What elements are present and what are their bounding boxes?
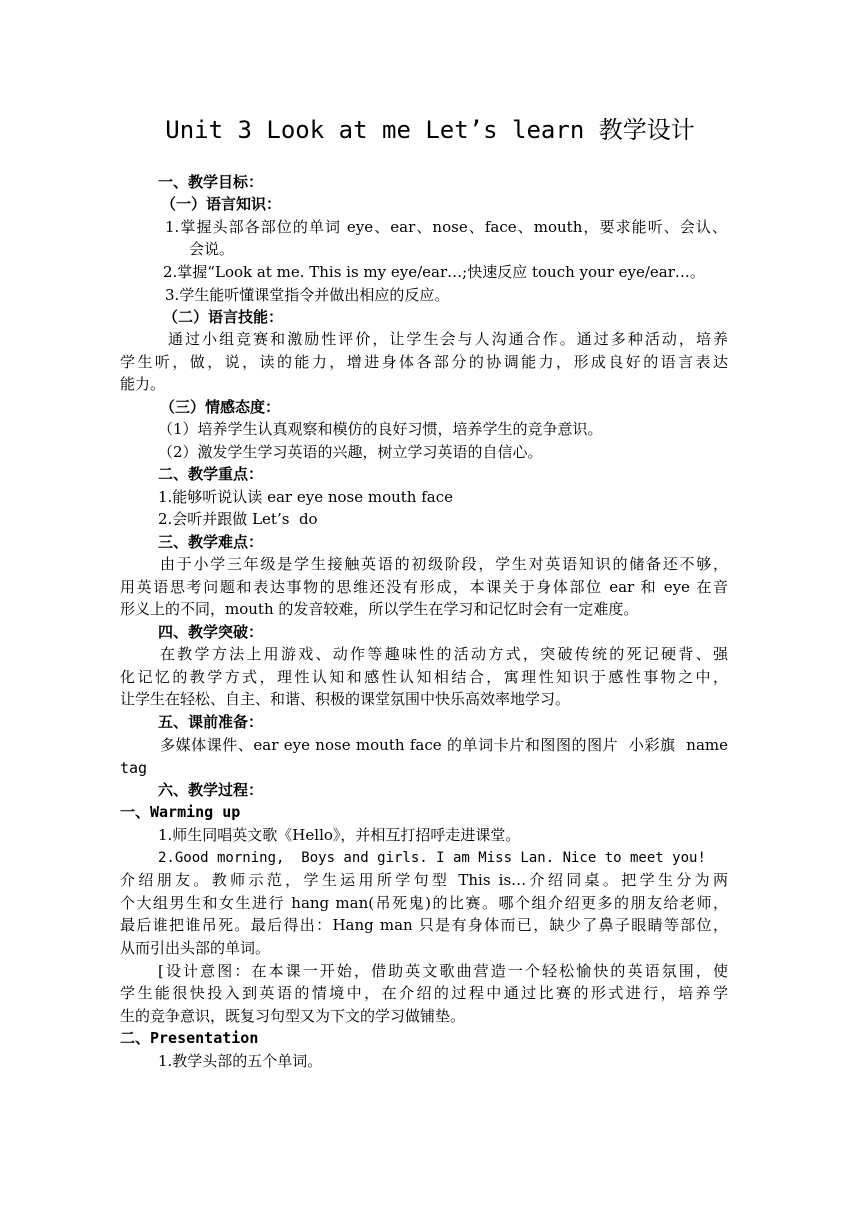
- text-line: 1.教学头部的五个单词。: [158, 1052, 323, 1070]
- text-line: 生的竞争意识，既复习句型又为下文的学习做铺垫。: [120, 1007, 466, 1025]
- text-line: 用英语思考问题和表达事物的思维还没有形成，本课关于身体部位 ear 和 eye 在音: [120, 578, 728, 596]
- text-line: 学生能很快投入到英语的情境中，在介绍的过程中通过比赛的形式进行，培养学: [120, 984, 728, 1002]
- text-line: 能力。: [120, 375, 166, 393]
- subsection-heading: （一）语言知识：: [161, 195, 282, 213]
- text-line: 2.会听并跟做 Let’s do: [158, 510, 318, 528]
- section-heading: 三、教学难点：: [158, 533, 264, 551]
- text-line: （2）激发学生学习英语的兴趣，树立学习英语的自信心。: [158, 443, 543, 461]
- text-line: 3.学生能听懂课堂指令并做出相应的反应。: [165, 286, 450, 304]
- section-heading: 一、Warming up: [120, 803, 241, 821]
- subsection-heading: （三）情感态度：: [160, 398, 281, 416]
- section-heading: 五、课前准备：: [158, 713, 264, 731]
- text-line: （1）培养学生认真观察和模仿的良好习惯，培养学生的竞争意识。: [158, 420, 603, 438]
- text-line: [设计意图：在本课一开始，借助英文歌曲营造一个轻松愉快的英语氛围，使: [158, 962, 728, 980]
- text-line: 最后谁把谁吊死。最后得出：Hang man 只是有身体而已，缺少了鼻子眼睛等部位，: [120, 916, 728, 934]
- text-line: 形义上的不同，mouth 的发音较难，所以学生在学习和记忆时会有一定难度。: [120, 600, 639, 618]
- text-line: 会说。: [189, 240, 235, 258]
- section-heading: 二、教学重点：: [158, 465, 264, 483]
- text-line: 化记忆的教学方式，理性认知和感性认知相结合，寓理性知识于感性事物之中，: [120, 668, 728, 686]
- text-line: 由于小学三年级是学生接触英语的初级阶段，学生对英语知识的储备还不够，: [160, 555, 728, 573]
- text-line: 1.师生同唱英文歌《Hello》，并相互打招呼走进课堂。: [158, 826, 521, 844]
- text-line: 个大组男生和女生进行 hang man(吊死鬼)的比赛。哪个组介绍更多的朋友给老师，: [120, 894, 728, 912]
- text-line: 1.掌握头部各部位的单词 eye、ear、nose、face、mouth，要求能听、会认、: [165, 218, 727, 236]
- text-line: 让学生在轻松、自主、和谐、积极的课堂氛围中快乐高效率地学习。: [120, 690, 571, 708]
- section-heading: 四、教学突破：: [158, 623, 264, 641]
- section-heading: 一、教学目标：: [158, 173, 264, 191]
- text-line: 1.能够听说认读 ear eye nose mouth face: [158, 488, 454, 506]
- text-line: 介绍朋友。教师示范，学生运用所学句型 This is…介绍同桌。把学生分为两: [120, 871, 728, 889]
- text-line: 从而引出头部的单词。: [120, 939, 271, 957]
- document-title: Unit 3 Look at me Let’s learn 教学设计: [165, 116, 695, 144]
- subsection-heading: （二）语言技能：: [163, 308, 284, 326]
- text-line: 多媒体课件、ear eye nose mouth face 的单词卡片和图图的图片 小彩旗 name: [160, 736, 728, 754]
- text-line: 2.Good morning, Boys and girls. I am Miss Lan. Nice to meet you!: [158, 850, 706, 866]
- section-heading: 六、教学过程：: [158, 781, 264, 799]
- text-line: 2.掌握“Look at me. This is my eye/ear…;快速反应 touch your eye/ear…。: [163, 263, 705, 281]
- section-heading: 二、Presentation: [120, 1029, 259, 1047]
- text-line: 学生听，做，说，读的能力，增进身体各部分的协调能力，形成良好的语言表达: [120, 353, 728, 371]
- text-line: 通过小组竞赛和激励性评价，让学生会与人沟通合作。通过多种活动，培养: [168, 330, 728, 348]
- text-line: tag: [120, 759, 148, 777]
- text-line: 在教学方法上用游戏、动作等趣味性的活动方式，突破传统的死记硬背、强: [160, 645, 728, 663]
